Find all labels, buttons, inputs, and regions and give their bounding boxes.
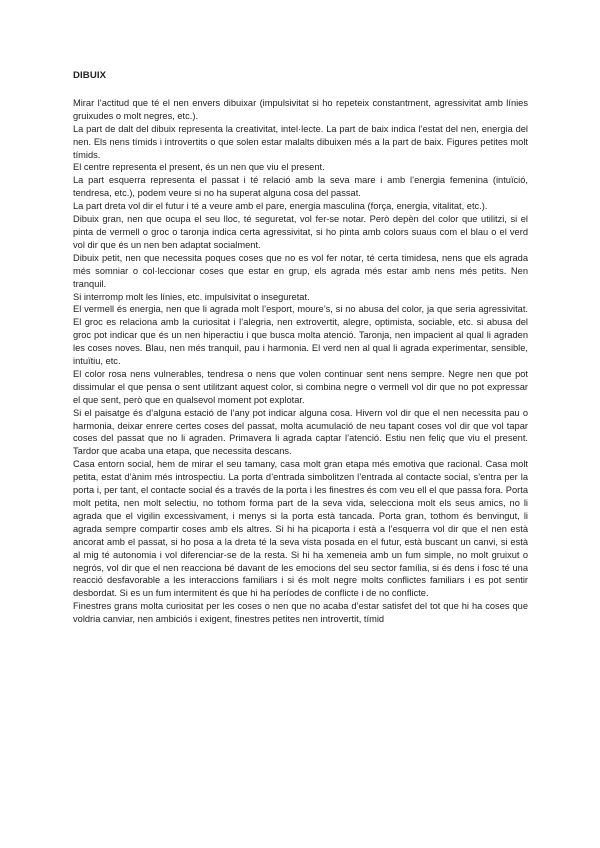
paragraph-interrupted-lines: Si interromp molt les línies, etc. impulsivitat o inseguretat. [73,291,310,302]
paragraph-windows: Finestres grans molta curiositat per les coses o nen que no acaba d’estar satisfet del tot que hi ha coses que voldria canviar, nen ambiciós i exigent, finestres petites nen introvertit, tímid [73,601,528,625]
paragraph-attitude: Mirar l’actitud que té el nen envers dibuixar (impulsivitat si ho repeteix constantment, agressivitat amb línies gruixudes o molt negres, etc.). [73,97,528,121]
document-title: DIBUIX [73,70,107,81]
document-body [73,70,528,626]
paragraph-house: Casa entorn social, hem de mirar el seu tamany, casa molt gran etapa més emotiva que racional. Casa molt petita, estat d’ànim més introspectiu. La porta d’entrada simbolitzen l’entrada al contacte social, s’entra per la porta i, per tant, el contacte social és a través de la porta i les finestres és com veu ell el que passa fora. Porta molt petita, nen molt selectiu, no tothom forma part de la seva vida, selecciona molt els seus amics, no li agrada que el vigilin excessivament, i menys si la porta està tancada. Porta gran, tothom és benvingut, li agrada sempre compartir coses amb els altres. Si hi ha picaporta i està a l’esquerra vol dir que el nen està ancorat amb el passat, si ho posa a la dreta té la seva vista posada en el futur, està buscant un canvi, si està al mig té autonomia i vol diferenciar-se de la resta. Si hi ha xemeneia amb un fum simple, no molt gruixut o negrós, vol dir que el nen reacciona bé davant de les emocions del seu sector família, si és dens i fosc té una reacció desfavorable a les interaccions familiars i si és molt negre molts conflictes familiars i es pot sentir desbordat. Si es un fum intermitent és que hi ha períodes de conflicte i de no conflicte. [73,459,528,599]
paragraph-left-side: La part esquerra representa el passat i té relació amb la seva mare i amb l’energia femenina (intuïció, tendresa, etc.), podem veure si no ha superat alguna cosa del passat. [73,175,528,199]
paragraph-colors: El vermell és energia, nen que li agrada molt l’esport, moure’s, si no abusa del color, ja que seria agressivitat. El groc es relaciona amb la curiositat i l’alegria, nen extrovertit, alegre, optimista, sociable, etc. si abusa del groc pot indicar que és un nen hiperactiu i que busca molta atenció. Taronja, nen impacient al qual li agraden les coses noves. Blau, nen més tranquil, pau i harmonia. El verd nen al qual li agrada experimentar, sensible, intuïtiu, etc. [73,304,528,367]
paragraph-right-side: La part dreta vol dir el futur i té a veure amb el pare, energia masculina (força, energia, vitalitat, etc.). [73,201,488,212]
paragraph-small-drawing: Dibuix petit, nen que necessita poques coses que no es vol fer notar, té certa timidesa, nens que els agrada més somniar o col·leccionar coses que estar en grup, els agrada més estar amb nens més petits. Nen tranquil. [73,252,528,289]
paragraph-center: El centre representa el present, és un nen que viu el present. [73,162,325,173]
paragraph-big-drawing: Dibuix gran, nen que ocupa el seu lloc, té seguretat, vol fer-se notar. Però depèn del color que utilitzi, si el pinta de vermell o groc o taronja indica certa agressivitat, si ho pinta amb colors suaus com el blau o el verd vol dir que és un nen ben adaptat socialment. [73,214,528,250]
paragraph-top-bottom: La part de dalt del dibuix representa la creativitat, intel·lecte. La part de baix indica l’estat del nen, energia del nen. Els nens tímids i introvertits o que solen estar malalts dibuixen més a la part de baix. Figures petites molt tímids. [73,123,528,160]
paragraph-pink-black: El color rosa nens vulnerables, tendresa o nens que volen continuar sent nens sempre. Negre nen que pot dissimular el que pensa o sent utilitzant aquest color, si combina negre o vermell vol dir que no pot expressar el que sent, però que en qualsevol moment pot explotar. [73,368,528,405]
paragraph-seasons: Si el paisatge és d’alguna estació de l’any pot indicar alguna cosa. Hivern vol dir que el nen necessita pau o harmonia, deixar enrere certes coses del passat, molta acumulació de neu tapant coses vol dir que vol tapar coses del passat que no li agraden. Primavera li agrada captar l’atenció. Estiu nen feliç que viu el present. Tardor que acaba una etapa, que necessita descans. [73,407,528,457]
